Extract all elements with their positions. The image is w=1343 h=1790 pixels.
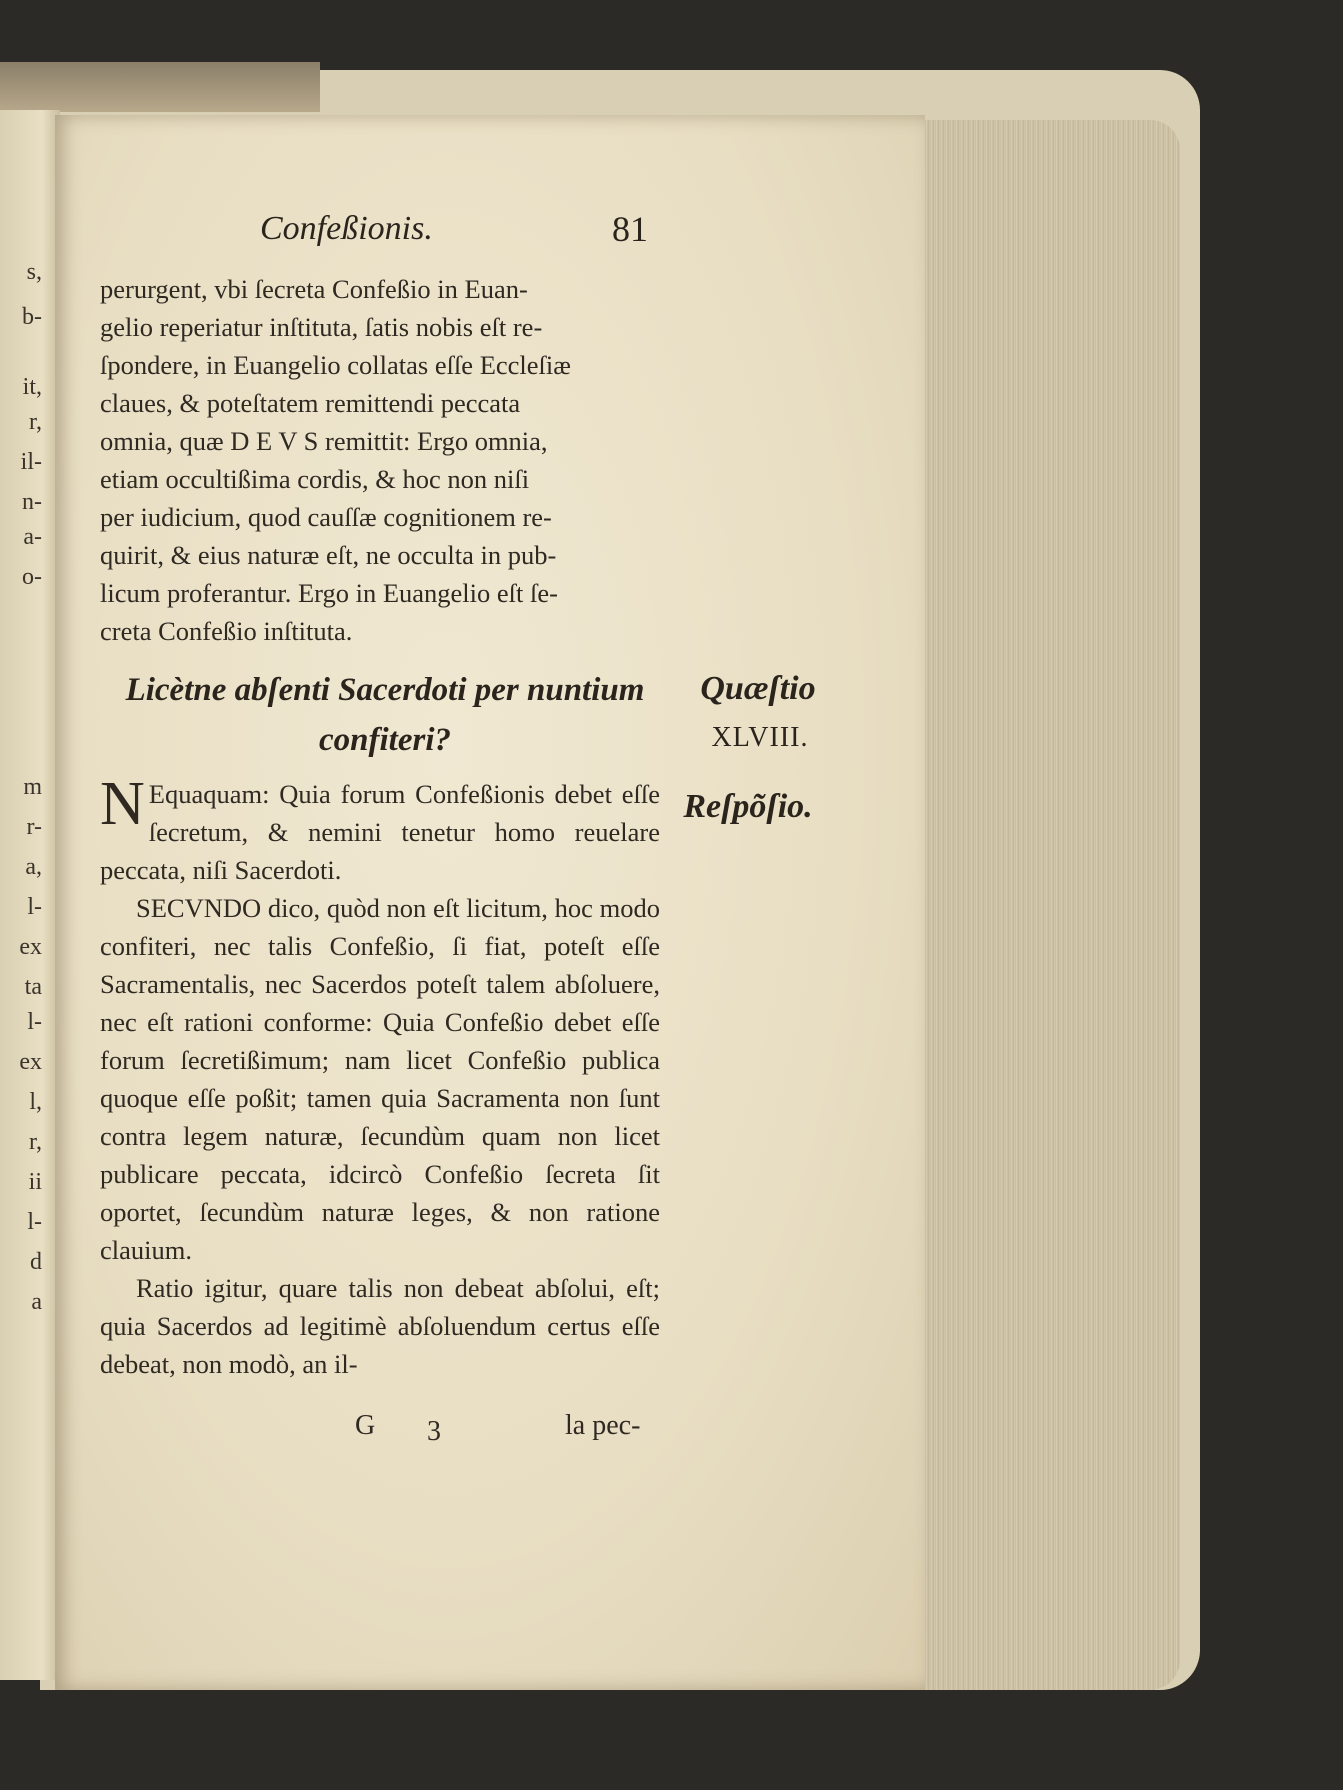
previous-page-fragment: s, bbox=[26, 259, 42, 285]
ratio-paragraph: Ratio igitur, quare talis non debeat abſolui, eſt; quia Sacerdos ad legitimè abſoluendum certus eſſe debeat, non modò, an il- bbox=[100, 1273, 660, 1379]
margin-label-responsio: Reſpõſio. bbox=[683, 788, 813, 825]
previous-page-fragment: l- bbox=[27, 1009, 42, 1035]
previous-page-fragment: n- bbox=[22, 489, 42, 515]
top-paragraph bbox=[100, 270, 660, 650]
previous-page-fragment: o- bbox=[22, 564, 42, 590]
previous-page-fragment: l, bbox=[29, 1089, 42, 1115]
top-paragraph-line: gelio reperiatur inſtituta, ſatis nobis eſt re- bbox=[100, 312, 543, 342]
top-paragraph-line: creta Confeßio inſtituta. bbox=[100, 616, 353, 646]
previous-page-fragment: a- bbox=[23, 524, 42, 550]
top-paragraph-line: perurgent, vbi ſecreta Confeßio in Euan- bbox=[100, 274, 528, 304]
previous-page-fragment: a bbox=[31, 1289, 42, 1315]
top-paragraph-line: licum proferantur. Ergo in Euangelio eſt ſe- bbox=[100, 578, 558, 608]
previous-page-fragment: it, bbox=[22, 374, 42, 400]
drop-initial: N bbox=[100, 770, 145, 838]
spine-edge bbox=[0, 62, 320, 112]
previous-page-fragment: ii bbox=[28, 1169, 42, 1195]
signature-number: 3 bbox=[427, 1416, 441, 1447]
previous-page-fragment: l- bbox=[27, 894, 42, 920]
catchword: la pec- bbox=[565, 1410, 641, 1441]
previous-page-fragment: ex bbox=[19, 934, 42, 960]
top-paragraph-line: ſpondere, in Euangelio collatas eſſe Eccleſiæ bbox=[100, 350, 571, 380]
previous-page-fragment: ex bbox=[19, 1049, 42, 1075]
page-edges bbox=[900, 120, 1180, 1690]
running-head: Confeßionis. bbox=[260, 210, 433, 247]
page-number: 81 bbox=[612, 209, 648, 249]
previous-page-fragment: a, bbox=[25, 854, 42, 880]
top-paragraph-line: omnia, quæ D E V S remittit: Ergo omnia, bbox=[100, 426, 548, 456]
previous-page-fragment: m bbox=[23, 774, 42, 800]
response-text: Equaquam: Quia forum Confeßionis debet eſſe ſecretum, & nemini tenetur homo reuelare peccata, niſi Sacerdoti. bbox=[100, 779, 660, 885]
margin-label-quaestio: Quæſtio bbox=[700, 670, 816, 707]
previous-page-fragment: l- bbox=[27, 1209, 42, 1235]
question-heading: Licètne abſenti Sacerdoti per nuntium confiteri? bbox=[125, 672, 645, 758]
top-paragraph-line: quirit, & eius naturæ eſt, ne occulta in pub- bbox=[100, 540, 557, 570]
top-paragraph-line: per iudicium, quod cauſſæ cognitionem re- bbox=[100, 502, 552, 532]
previous-page-fragment: il- bbox=[20, 449, 42, 475]
top-paragraph-line: etiam occultißima cordis, & hoc non niſi bbox=[100, 464, 530, 494]
previous-page-edge bbox=[0, 110, 60, 1680]
response-block bbox=[100, 770, 660, 1383]
previous-page-fragment: r, bbox=[28, 1129, 42, 1155]
signature-mark: G bbox=[355, 1410, 376, 1441]
response-paragraph bbox=[100, 770, 660, 889]
previous-page-fragment: ta bbox=[24, 974, 42, 1000]
top-paragraph-line: claues, & poteſtatem remittendi peccata bbox=[100, 388, 521, 418]
previous-page-fragment: b- bbox=[22, 304, 42, 330]
previous-page-fragment: r, bbox=[28, 409, 42, 435]
margin-question-number: XLVIII. bbox=[711, 722, 809, 753]
previous-page-fragment: r- bbox=[26, 814, 42, 840]
previous-page-fragment: d bbox=[30, 1249, 42, 1275]
secundo-paragraph: SECVNDO dico, quòd non eſt licitum, hoc modo confiteri, nec talis Confeßio, ſi fiat, poteſt eſſe Sacramentalis, nec Sacerdos poteſt talem abſoluere, nec eſt rationi conforme: Quia Confeßio debet eſſe forum ſecretißimum; nam licet Confeßio publica quoque eſſe poßit; tamen quia Sacramenta non ſunt contra legem naturæ, ſecundùm quam non licet publicare peccata, idcircò Confeßio ſecreta ſit oportet, ſecundùm naturæ leges, & non ratione clauium. bbox=[100, 893, 660, 1265]
